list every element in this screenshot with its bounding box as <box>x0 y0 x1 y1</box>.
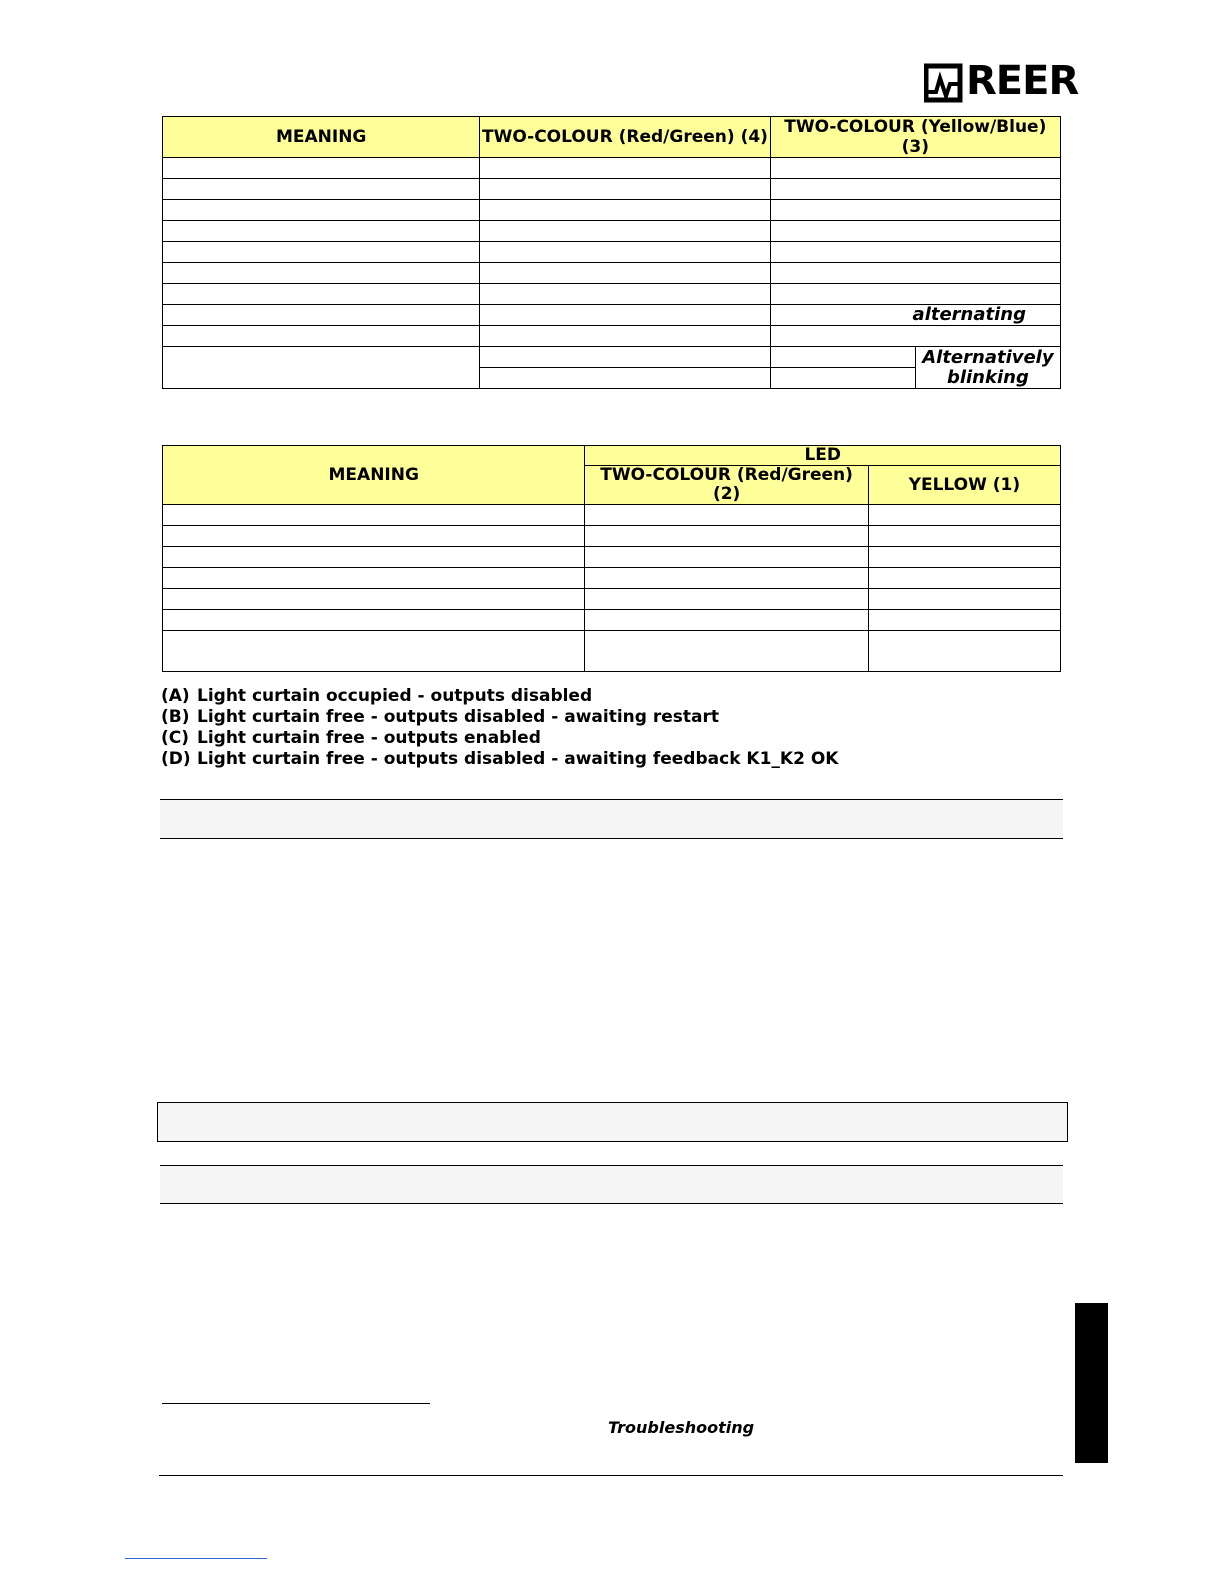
alternatively-blinking-label: Alternatively blinking <box>915 347 1060 389</box>
led-table-emitter <box>162 445 1061 672</box>
table-row <box>163 284 1061 305</box>
table-row <box>163 589 1061 610</box>
table-row <box>163 347 1061 368</box>
brand-name: REER <box>966 58 1079 104</box>
section-heading-band <box>160 1165 1063 1204</box>
legend-item: (A) Light curtain occupied - outputs disabled <box>161 686 593 706</box>
footer-rule <box>159 1475 1063 1476</box>
header-yellow: YELLOW (1) <box>868 466 1060 505</box>
table-row <box>163 221 1061 242</box>
header-two-colour-red-green: TWO-COLOUR (Red/Green) (2) <box>585 466 868 505</box>
table-row <box>163 305 1061 326</box>
table-row <box>163 526 1061 547</box>
led-table-receiver <box>162 116 1061 389</box>
table-row <box>163 505 1061 526</box>
table-row <box>163 326 1061 347</box>
state-legend <box>161 686 838 770</box>
table-row <box>163 179 1061 200</box>
table-row <box>163 242 1061 263</box>
header-meaning: MEANING <box>163 446 585 505</box>
header-led: LED <box>585 446 1061 466</box>
header-two-colour-red-green: TWO-COLOUR (Red/Green) (4) <box>480 117 770 158</box>
language-side-tab <box>1075 1303 1108 1463</box>
table-row <box>163 631 1061 672</box>
footnote-separator <box>162 1403 430 1404</box>
footer-title: Troubleshooting <box>608 1418 755 1437</box>
footer-link-underline <box>125 1558 267 1559</box>
header-meaning: MEANING <box>163 117 480 158</box>
note-box <box>157 1102 1068 1142</box>
legend-item: (C) Light curtain free - outputs enabled <box>161 728 541 748</box>
table-row <box>163 263 1061 284</box>
legend-item: (D) Light curtain free - outputs disabled - awaiting feedback K1_K2 OK <box>161 749 839 769</box>
header-two-colour-yellow-blue: TWO-COLOUR (Yellow/Blue) (3) <box>770 117 1060 158</box>
table-row <box>163 547 1061 568</box>
alternating-label: alternating <box>770 305 1060 326</box>
legend-item: (B) Light curtain free - outputs disabled - awaiting restart <box>161 707 719 727</box>
section-heading-band <box>160 799 1063 839</box>
table-row <box>163 610 1061 631</box>
table-row <box>163 568 1061 589</box>
table-row <box>163 158 1061 179</box>
table-row <box>163 200 1061 221</box>
